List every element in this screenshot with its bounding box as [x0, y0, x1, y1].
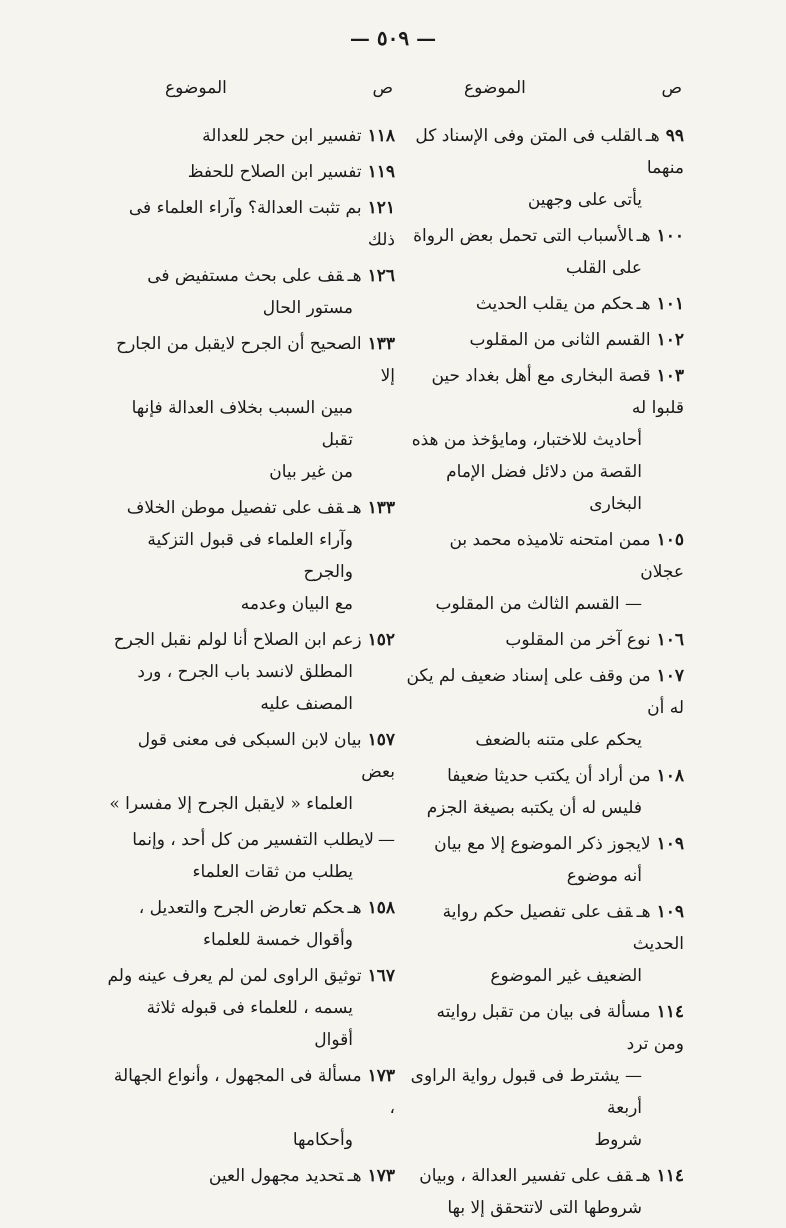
entry-footnote-mark: هـ — [636, 1166, 651, 1186]
entry-page-number: ١٦٧ — [367, 966, 395, 986]
entry-text: أحاديث للاختبار، ومايؤخذ من هذه — [411, 430, 642, 450]
column-header — [404, 78, 684, 98]
entry-text: الضعيف غير الموضوع — [490, 966, 642, 986]
entry-footnote-mark: — — [378, 830, 395, 850]
entry-page-number: ١٠١ — [656, 294, 684, 314]
entry-page-number: ٩٩ — [665, 126, 684, 146]
entry-line — [404, 896, 684, 960]
entry-line — [105, 588, 395, 620]
index-entry — [404, 524, 684, 620]
entry-text: القصة من دلائل فضل الإمام البخارى — [446, 462, 642, 514]
index-entry — [404, 220, 684, 284]
index-entry — [404, 624, 684, 656]
entry-line — [404, 1060, 684, 1124]
index-entry — [105, 892, 395, 956]
entry-page-number: ١٠٦ — [656, 630, 684, 650]
index-entry — [404, 120, 684, 216]
entry-line — [105, 1124, 395, 1156]
entry-text: قف على تفصيل حكم رواية الحديث — [442, 902, 684, 954]
index-entry — [404, 324, 684, 356]
entry-line — [404, 1124, 684, 1156]
entry-line — [404, 360, 684, 424]
entry-line — [404, 324, 684, 356]
entry-text: تفسير ابن الصلاح للحفظ — [187, 162, 362, 182]
entry-footnote-mark: هـ — [645, 126, 660, 146]
entry-line — [404, 1192, 684, 1224]
entry-footnote-mark: هـ — [636, 902, 651, 922]
entry-page-number: ١٠٩ — [656, 902, 684, 922]
entry-text: يطلب من ثقات العلماء — [192, 862, 353, 882]
entry-line — [404, 828, 684, 860]
entry-line — [404, 184, 684, 216]
entry-line — [404, 996, 684, 1060]
entry-line — [105, 788, 395, 820]
index-entry — [404, 996, 684, 1156]
entry-line — [105, 192, 395, 256]
entry-page-number: ١٠٠ — [656, 226, 684, 246]
index-entry — [404, 896, 684, 992]
entry-line — [105, 724, 395, 788]
right-column — [404, 78, 684, 1228]
left-column — [105, 78, 395, 1196]
entry-text: قف على بحث مستفيض فى — [147, 266, 344, 286]
entry-text: حكم تعارض الجرح والتعديل ، — [138, 898, 344, 918]
entry-line — [105, 688, 395, 720]
entry-line — [404, 660, 684, 724]
right-entries — [404, 120, 684, 1224]
entry-text: — يشترط فى قبول رواية الراوى أربعة — [410, 1066, 642, 1118]
entry-line — [404, 456, 684, 520]
index-entry — [404, 360, 684, 520]
entry-text: شروط — [594, 1130, 642, 1150]
entry-line — [404, 860, 684, 892]
entry-text: تحديد مجهول العين — [208, 1166, 344, 1186]
entry-text: مع البيان وعدمه — [240, 594, 353, 614]
entry-line — [105, 456, 395, 488]
entry-text: توثيق الراوى لمن لم يعرف عينه ولم — [107, 966, 362, 986]
entry-line — [404, 220, 684, 252]
entry-text: بيان لابن السبكى فى معنى قول بعض — [137, 730, 395, 782]
header-page-label: ص — [661, 78, 682, 98]
entry-page-number: ١٠٩ — [656, 834, 684, 854]
entry-text: وأحكامها — [292, 1130, 353, 1150]
entry-line — [105, 960, 395, 992]
entry-text: من أراد أن يكتب حديثا ضعيفا — [447, 766, 651, 786]
entry-text: حكم من يقلب الحديث — [475, 294, 633, 314]
entry-text: ممن امتحنه تلاميذه محمد بن عجلان — [449, 530, 684, 582]
entry-line — [105, 1160, 395, 1192]
entry-text: لايجوز ذكر الموضوع إلا مع بيان — [434, 834, 651, 854]
header-page-label: ص — [372, 78, 393, 98]
entry-line — [404, 792, 684, 824]
entry-footnote-mark: هـ — [347, 1166, 362, 1186]
entry-line — [105, 656, 395, 688]
column-header — [105, 78, 395, 98]
entry-line — [105, 992, 395, 1056]
entry-text: العلماء « لايقبل الجرح إلا مفسرا » — [109, 794, 353, 814]
entry-line — [404, 524, 684, 588]
left-entries — [105, 120, 395, 1192]
entry-text: قف على تفسير العدالة ، وبيان — [419, 1166, 633, 1186]
entry-page-number: ١١٤ — [656, 1166, 684, 1186]
entry-text: يأتى على وجهين — [527, 190, 642, 210]
index-entry — [404, 1160, 684, 1224]
entry-line — [105, 892, 395, 924]
entry-page-number: ١١٨ — [367, 126, 395, 146]
entry-line — [404, 760, 684, 792]
entry-text: مبين السبب بخلاف العدالة فإنها تقبل — [131, 398, 353, 450]
entry-footnote-mark: هـ — [636, 226, 651, 246]
entry-line — [105, 924, 395, 956]
entry-text: مستور الحال — [262, 298, 353, 318]
entry-page-number: ١٠٥ — [656, 530, 684, 550]
entry-text: المصنف عليه — [260, 694, 353, 714]
entry-text: وآراء العلماء فى قبول التزكية والجرح — [147, 530, 353, 582]
page-number: — ٥٠٩ — — [349, 26, 437, 50]
index-entry — [105, 260, 395, 324]
entry-text: من وقف على إسناد ضعيف لم يكن له أن — [406, 666, 684, 718]
header-topic-label: الموضوع — [165, 78, 227, 98]
entry-line — [105, 824, 395, 856]
entry-line — [404, 724, 684, 756]
entry-text: — القسم الثالث من المقلوب — [435, 594, 642, 614]
index-entry — [404, 828, 684, 892]
entry-text: نوع آخر من المقلوب — [505, 630, 651, 650]
entry-text: لايطلب التفسير من كل أحد ، وإنما — [132, 830, 374, 850]
entry-page-number: ١٢١ — [367, 198, 395, 218]
entry-line — [404, 424, 684, 456]
entry-text: من غير بيان — [269, 462, 353, 482]
entry-line — [105, 156, 395, 188]
entry-line — [105, 856, 395, 888]
entry-text: يحكم على متنه بالضعف — [475, 730, 642, 750]
entry-page-number: ١٥٢ — [367, 630, 395, 650]
entry-page-number: ١٧٣ — [367, 1066, 395, 1086]
entry-page-number: ١٥٨ — [367, 898, 395, 918]
entry-footnote-mark: هـ — [347, 266, 362, 286]
entry-text: القسم الثانى من المقلوب — [469, 330, 651, 350]
entry-page-number: ١٣٣ — [367, 498, 395, 518]
entry-text: شروطها التى لاتتحقق إلا بها — [447, 1198, 642, 1218]
entry-text: يسمه ، للعلماء فى قبوله ثلاثة أقوال — [146, 998, 353, 1050]
index-entry — [404, 660, 684, 756]
entry-line — [105, 292, 395, 324]
entry-line — [105, 1060, 395, 1124]
entry-line — [404, 624, 684, 656]
index-entry — [404, 288, 684, 320]
entry-line — [105, 524, 395, 588]
index-entry — [105, 492, 395, 620]
entry-text: الصحيح أن الجرح لايقبل من الجارح إلا — [116, 334, 395, 386]
entry-text: قصة البخارى مع أهل بغداد حين قلبوا له — [431, 366, 684, 418]
index-entry — [105, 192, 395, 256]
entry-line — [105, 624, 395, 656]
entry-page-number: ١٠٢ — [656, 330, 684, 350]
entry-page-number: ١٢٦ — [367, 266, 395, 286]
entry-footnote-mark: هـ — [347, 498, 362, 518]
entry-text: على القلب — [565, 258, 642, 278]
entry-line — [105, 492, 395, 524]
index-entry — [105, 1160, 395, 1192]
entry-page-number: ١٠٧ — [656, 666, 684, 686]
index-entry — [105, 624, 395, 720]
entry-text: المطلق لانسد باب الجرح ، ورد — [137, 662, 353, 682]
entry-page-number: ١٧٣ — [367, 1166, 395, 1186]
entry-line — [105, 120, 395, 152]
entry-text: القلب فى المتن وفى الإسناد كل منهما — [415, 126, 684, 178]
entry-page-number: ١٠٣ — [656, 366, 684, 386]
entry-page-number: ١٠٨ — [656, 766, 684, 786]
index-entry — [105, 1060, 395, 1156]
entry-line — [404, 288, 684, 320]
entry-line — [404, 252, 684, 284]
entry-page-number: ١٣٣ — [367, 334, 395, 354]
entry-text: قف على تفصيل موطن الخلاف — [126, 498, 344, 518]
index-entry — [105, 120, 395, 152]
entry-text: مسألة فى المجهول ، وأنواع الجهالة ، — [113, 1066, 395, 1118]
index-entry — [105, 724, 395, 820]
entry-page-number: ١١٤ — [656, 1002, 684, 1022]
entry-line — [404, 960, 684, 992]
entry-text: أنه موضوع — [566, 866, 642, 886]
entry-text: الأسباب التى تحمل بعض الرواة — [413, 226, 633, 246]
entry-footnote-mark: هـ — [347, 898, 362, 918]
entry-footnote-mark: هـ — [636, 294, 651, 314]
index-entry — [105, 824, 395, 888]
entry-line — [105, 328, 395, 392]
entry-text: وأقوال خمسة للعلماء — [203, 930, 353, 950]
entry-text: مسألة فى بيان من تقبل روايته ومن ترد — [436, 1002, 684, 1054]
index-entry — [105, 156, 395, 188]
entry-line — [404, 120, 684, 184]
entry-text: فليس له أن يكتبه بصيغة الجزم — [426, 798, 642, 818]
index-entry — [105, 960, 395, 1056]
entry-line — [105, 260, 395, 292]
entry-line — [404, 1160, 684, 1192]
entry-page-number: ١٥٧ — [367, 730, 395, 750]
header-topic-label: الموضوع — [464, 78, 526, 98]
index-entry — [404, 760, 684, 824]
entry-line — [105, 392, 395, 456]
entry-text: بم تثبت العدالة؟ وآراء العلماء فى ذلك — [128, 198, 395, 250]
entry-line — [404, 588, 684, 620]
entry-page-number: ١١٩ — [367, 162, 395, 182]
entry-text: زعم ابن الصلاح أنا لولم نقبل الجرح — [113, 630, 362, 650]
index-entry — [105, 328, 395, 488]
entry-text: تفسير ابن حجر للعدالة — [202, 126, 362, 146]
